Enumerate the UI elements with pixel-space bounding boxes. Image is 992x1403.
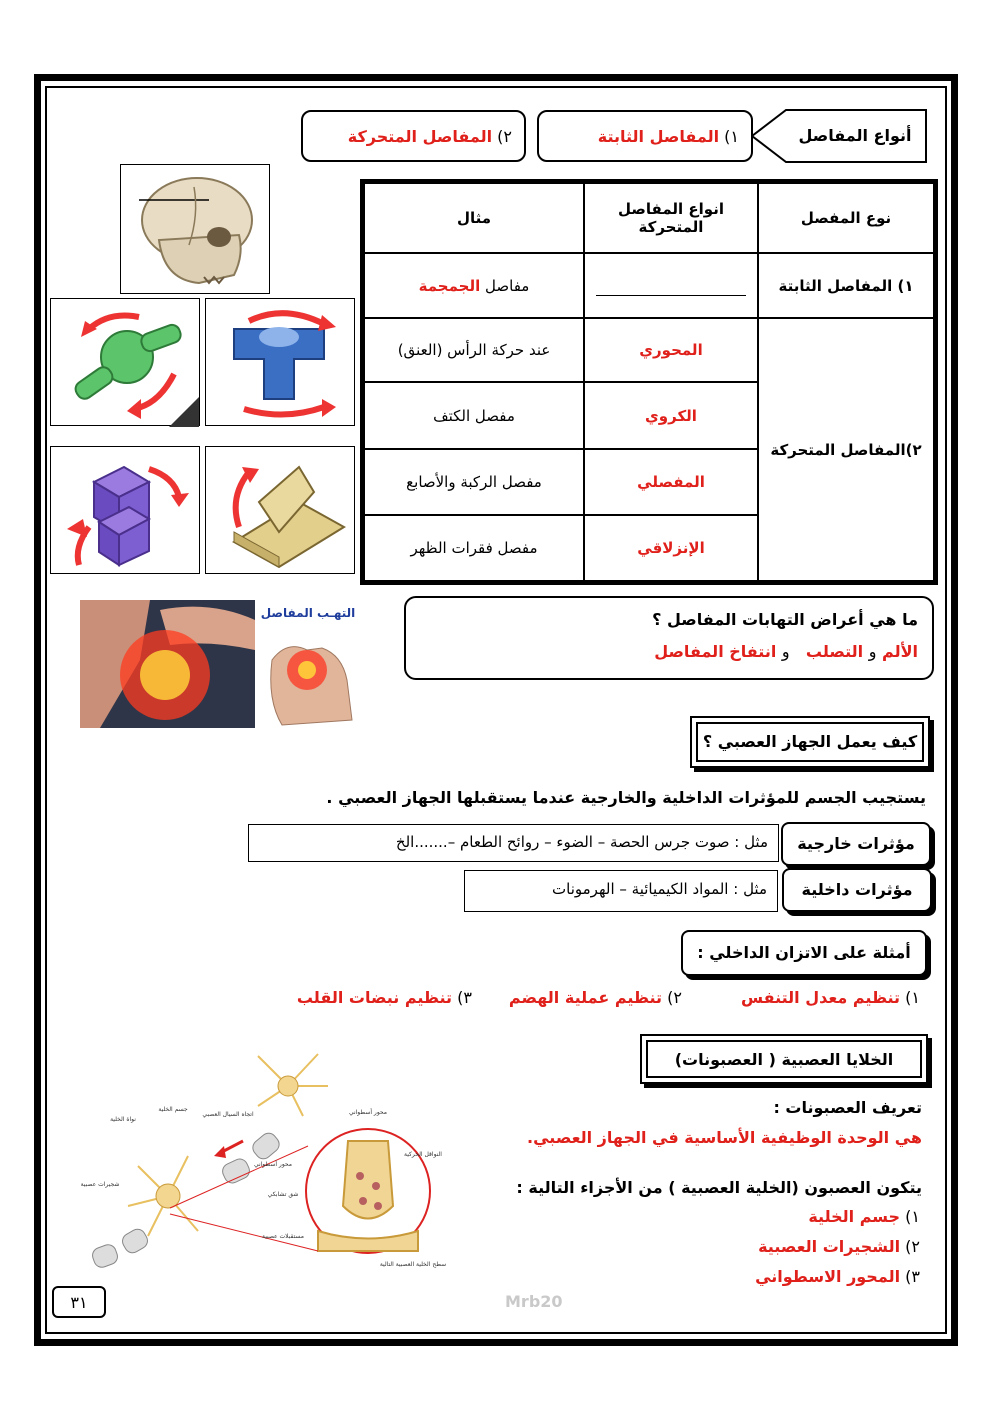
homeostasis-text: تنظيم نبضات القلب (296, 988, 453, 1007)
table-header-row (364, 183, 934, 253)
fixed-joints-text: المفاصل الثابتة (597, 127, 720, 146)
arthritis-question: ما هي أعراض التهابات المفاصل ؟ (652, 610, 918, 629)
neurons-parts-intro: يتكون العصبون (الخلية العصبية ) من الأجزاء التالية : (516, 1178, 922, 1197)
part-num: ١) (905, 1207, 920, 1226)
movable-joints-text: المفاصل المتحركة (347, 127, 493, 146)
header-example: مثال (364, 183, 584, 253)
label-nucleus: نواة الخلية (110, 1116, 136, 1123)
arthritis-image-caption: التهـب المفاصل (260, 606, 356, 620)
internal-stimuli-example: مثل : المواد الكيميائية – الهرمونات (464, 870, 778, 912)
label-dendrites: شجيرات عصبية (80, 1181, 120, 1188)
homeostasis-heading-box (681, 930, 927, 976)
fixed-row-example (364, 253, 584, 318)
label-receptors: مستقبلات عصبية (262, 1233, 304, 1240)
symptom-stiffness: التصلب (805, 642, 864, 661)
table-row-fixed (364, 253, 934, 318)
part-num: ٢) (905, 1237, 920, 1256)
homeostasis-num: ٣) (457, 988, 472, 1007)
arthritis-symptoms-box (404, 596, 934, 680)
neuron-part-3 (755, 1267, 920, 1286)
internal-stimuli-label (782, 868, 932, 912)
neuron-part-1 (808, 1207, 920, 1226)
neurons-heading: الخلايا العصبية ( العصبونات) (646, 1040, 922, 1078)
movable-type-hinge: المفصلي (584, 449, 758, 515)
homeostasis-item-1 (741, 988, 920, 1007)
movable-example-ball: مفصل الكتف (364, 382, 584, 448)
homeostasis-text: تنظيم معدل التنفس (740, 988, 901, 1007)
label-axon-mid: محور أسطواني (253, 1161, 293, 1168)
fixed-row-blank (584, 253, 758, 318)
joint-types-label: أنواع المفاصل (798, 126, 912, 145)
symptom-pain: الألم (882, 642, 918, 661)
label-next-cell: سطح الخلية العصبية التالية (379, 1261, 447, 1268)
external-stimuli-example: مثل : صوت جرس الحصة – الضوء – روائح الطعام –.......الخ (248, 824, 779, 862)
watermark: Mrb20 (505, 1292, 563, 1311)
movable-joints-number: ٢) (497, 127, 512, 146)
movable-example-gliding: مفصل فقرات الظهر (364, 515, 584, 581)
arthritis-answer (654, 642, 918, 661)
movable-type-pivot: المحوري (584, 318, 758, 382)
label-terminals: النواقل الحركية (404, 1151, 442, 1158)
table-row (364, 318, 934, 382)
label-axon-top: محور أسطواني (348, 1109, 388, 1116)
movable-example-hinge: مفصل الركبة والأصابع (364, 449, 584, 515)
movable-type-gliding: الإنزلاقي (584, 515, 758, 581)
external-stimuli-text: مؤثرات خارجية (797, 834, 915, 853)
movable-example-pivot: عند حركة الرأس (العنق) (364, 318, 584, 382)
movable-row-label: ٢)المفاصل المتحركة (758, 318, 934, 581)
fixed-joints-number: ١) (724, 127, 739, 146)
homeostasis-num: ١) (905, 988, 920, 1007)
neuron-part-2 (758, 1237, 920, 1256)
movable-type-ball: الكروي (584, 382, 758, 448)
fixed-joints-box (537, 110, 753, 162)
label-cleft: شق تشابكي (267, 1191, 299, 1198)
nervous-heading-box (690, 716, 930, 768)
arthritis-knee-image (80, 600, 255, 728)
page-number-box (52, 1286, 106, 1318)
conjunction-and: و (781, 642, 790, 661)
header-joint-type: نوع المفصل (758, 183, 934, 253)
neurons-definition-label: تعريف العصبونات : (773, 1098, 922, 1117)
fixed-example-red: الجمجمة (418, 276, 481, 295)
neurons-heading-box (640, 1034, 928, 1084)
gliding-joint-image (205, 446, 355, 574)
homeostasis-num: ٢) (667, 988, 682, 1007)
page-number: ٣١ (70, 1293, 88, 1312)
internal-stimuli-text: مؤثرات داخلية (801, 880, 913, 899)
part-text: الشجيرات العصبية (758, 1237, 901, 1256)
homeostasis-item-2 (509, 988, 682, 1007)
homeostasis-heading: أمثلة على الاتزان الداخلي : (697, 943, 911, 962)
hinge-joint-image (50, 446, 200, 574)
label-impulse: اتجاه السيال العصبي (202, 1111, 254, 1118)
conjunction-and: و (868, 642, 877, 661)
movable-joints-box (301, 110, 526, 162)
external-stimuli-label (781, 822, 931, 866)
pivot-joint-image (205, 298, 355, 426)
arthritis-hand-image (262, 620, 358, 728)
joints-table (363, 182, 935, 582)
ball-joint-image (50, 298, 200, 426)
fixed-example-prefix: مفاصل (485, 276, 530, 295)
neurons-definition: هي الوحدة الوظيفية الأساسية في الجهاز العصبي. (527, 1128, 922, 1147)
label-body: جسم الخلية (158, 1106, 188, 1113)
skull-image (120, 164, 270, 294)
homeostasis-item-3 (297, 988, 472, 1007)
part-num: ٣) (905, 1267, 920, 1286)
symptom-swelling: انتفاخ المفاصل (654, 642, 777, 661)
nervous-heading: كيف يعمل الجهاز العصبي ؟ (696, 722, 924, 762)
homeostasis-text: تنظيم عملية الهضم (508, 988, 663, 1007)
nervous-statement: يستجيب الجسم للمؤثرات الداخلية والخارجية عندما يستقبلها الجهاز العصبي . (326, 788, 926, 807)
header-movable-types: انواع المفاصل المتحركة (584, 183, 758, 253)
part-text: جسم الخلية (808, 1207, 901, 1226)
neuron-diagram (78, 1046, 447, 1292)
fixed-row-type: ١) المفاصل الثابتة (758, 253, 934, 318)
part-text: المحور الاسطواني (755, 1267, 901, 1286)
